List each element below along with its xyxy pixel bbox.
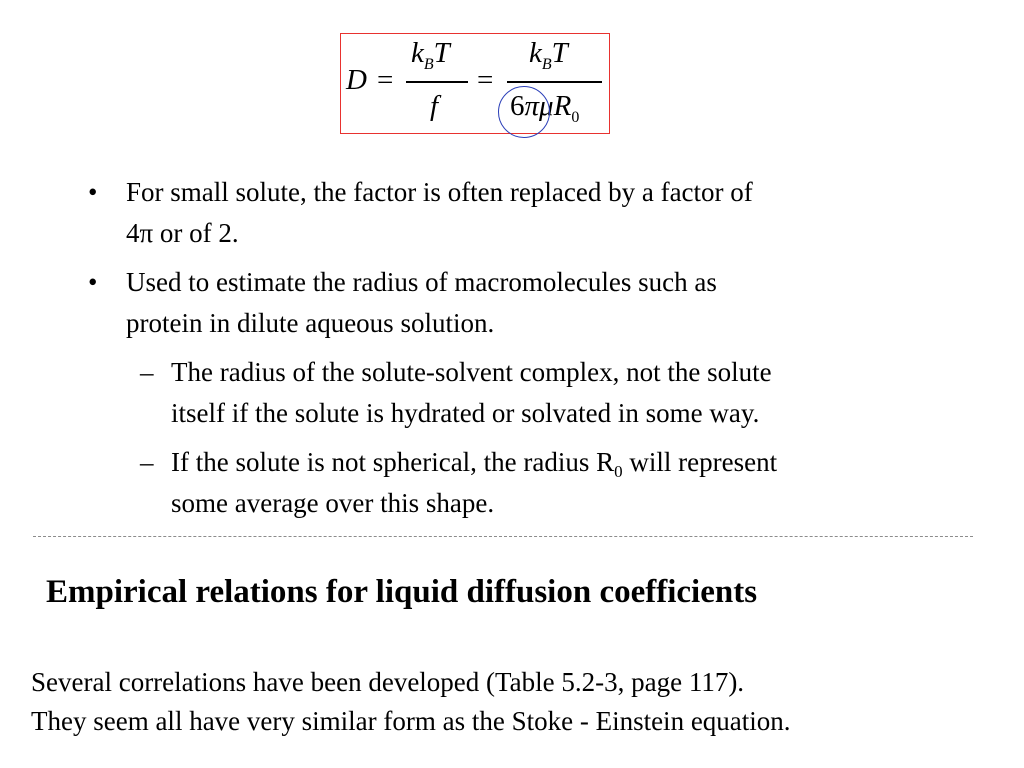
sub-bullet-1-line-2: itself if the solute is hydrated or solvated in some way. — [171, 398, 760, 428]
radius-R: R — [553, 90, 572, 122]
sub-bullet-2-pre: If the solute is not spherical, the radius R — [171, 447, 615, 477]
boltzmann-subscript: B — [423, 56, 434, 73]
sub-bullet-marker-1: – — [140, 357, 154, 387]
bullet-2-line-2: protein in dilute aqueous solution. — [126, 308, 495, 338]
sub-bullet-2-post: will represent — [622, 447, 778, 477]
bullet-marker-2: • — [88, 267, 98, 297]
equation-lhs: D — [346, 64, 367, 96]
temperature-T-2: T — [551, 37, 568, 69]
paragraph-line-2: They seem all have very similar form as the Stoke - Einstein equation. — [31, 706, 791, 736]
temperature-T: T — [433, 37, 450, 69]
sub-bullet-2-line-2: some average over this shape. — [171, 488, 495, 518]
fraction1-numerator — [411, 37, 450, 73]
sub-bullet-2-subscript: 0 — [614, 462, 623, 481]
six: 6 — [510, 90, 525, 122]
paragraph-line-1: Several correlations have been developed (Table 5.2-3, page 117). — [31, 667, 745, 697]
section-divider — [33, 536, 973, 537]
boltzmann-subscript-2: B — [541, 56, 552, 73]
sub-bullet-2-line-1 — [171, 442, 777, 486]
viscosity-mu: μ — [539, 90, 554, 122]
boltzmann-k: k — [411, 37, 424, 69]
fraction2-numerator — [529, 37, 568, 73]
pi-symbol: π — [524, 90, 540, 122]
fraction2-line — [507, 81, 602, 83]
bullet-2-line-1: Used to estimate the radius of macromolecules such as — [126, 267, 717, 297]
boltzmann-k-2: k — [529, 37, 542, 69]
equals-sign-2: = — [477, 64, 494, 96]
bullet-1-pi: π — [139, 218, 154, 248]
bullet-1-rest: or of 2. — [153, 218, 239, 248]
bullet-1-line-1: For small solute, the factor is often replaced by a factor of — [126, 177, 753, 207]
highlight-circle — [498, 86, 550, 138]
bullet-marker-1: • — [88, 177, 98, 207]
fraction1-line — [406, 81, 468, 83]
sub-bullet-1-line-1: The radius of the solute-solvent complex, not the solute — [171, 357, 772, 387]
equals-sign-1: = — [377, 64, 394, 96]
bullet-1-line-2 — [126, 213, 239, 254]
radius-subscript: 0 — [571, 109, 580, 126]
bullet-1-number: 4 — [126, 218, 140, 248]
fraction1-denominator: f — [430, 90, 439, 122]
sub-bullet-marker-2: – — [140, 447, 154, 477]
section-heading: Empirical relations for liquid diffusion coefficients — [46, 574, 758, 610]
